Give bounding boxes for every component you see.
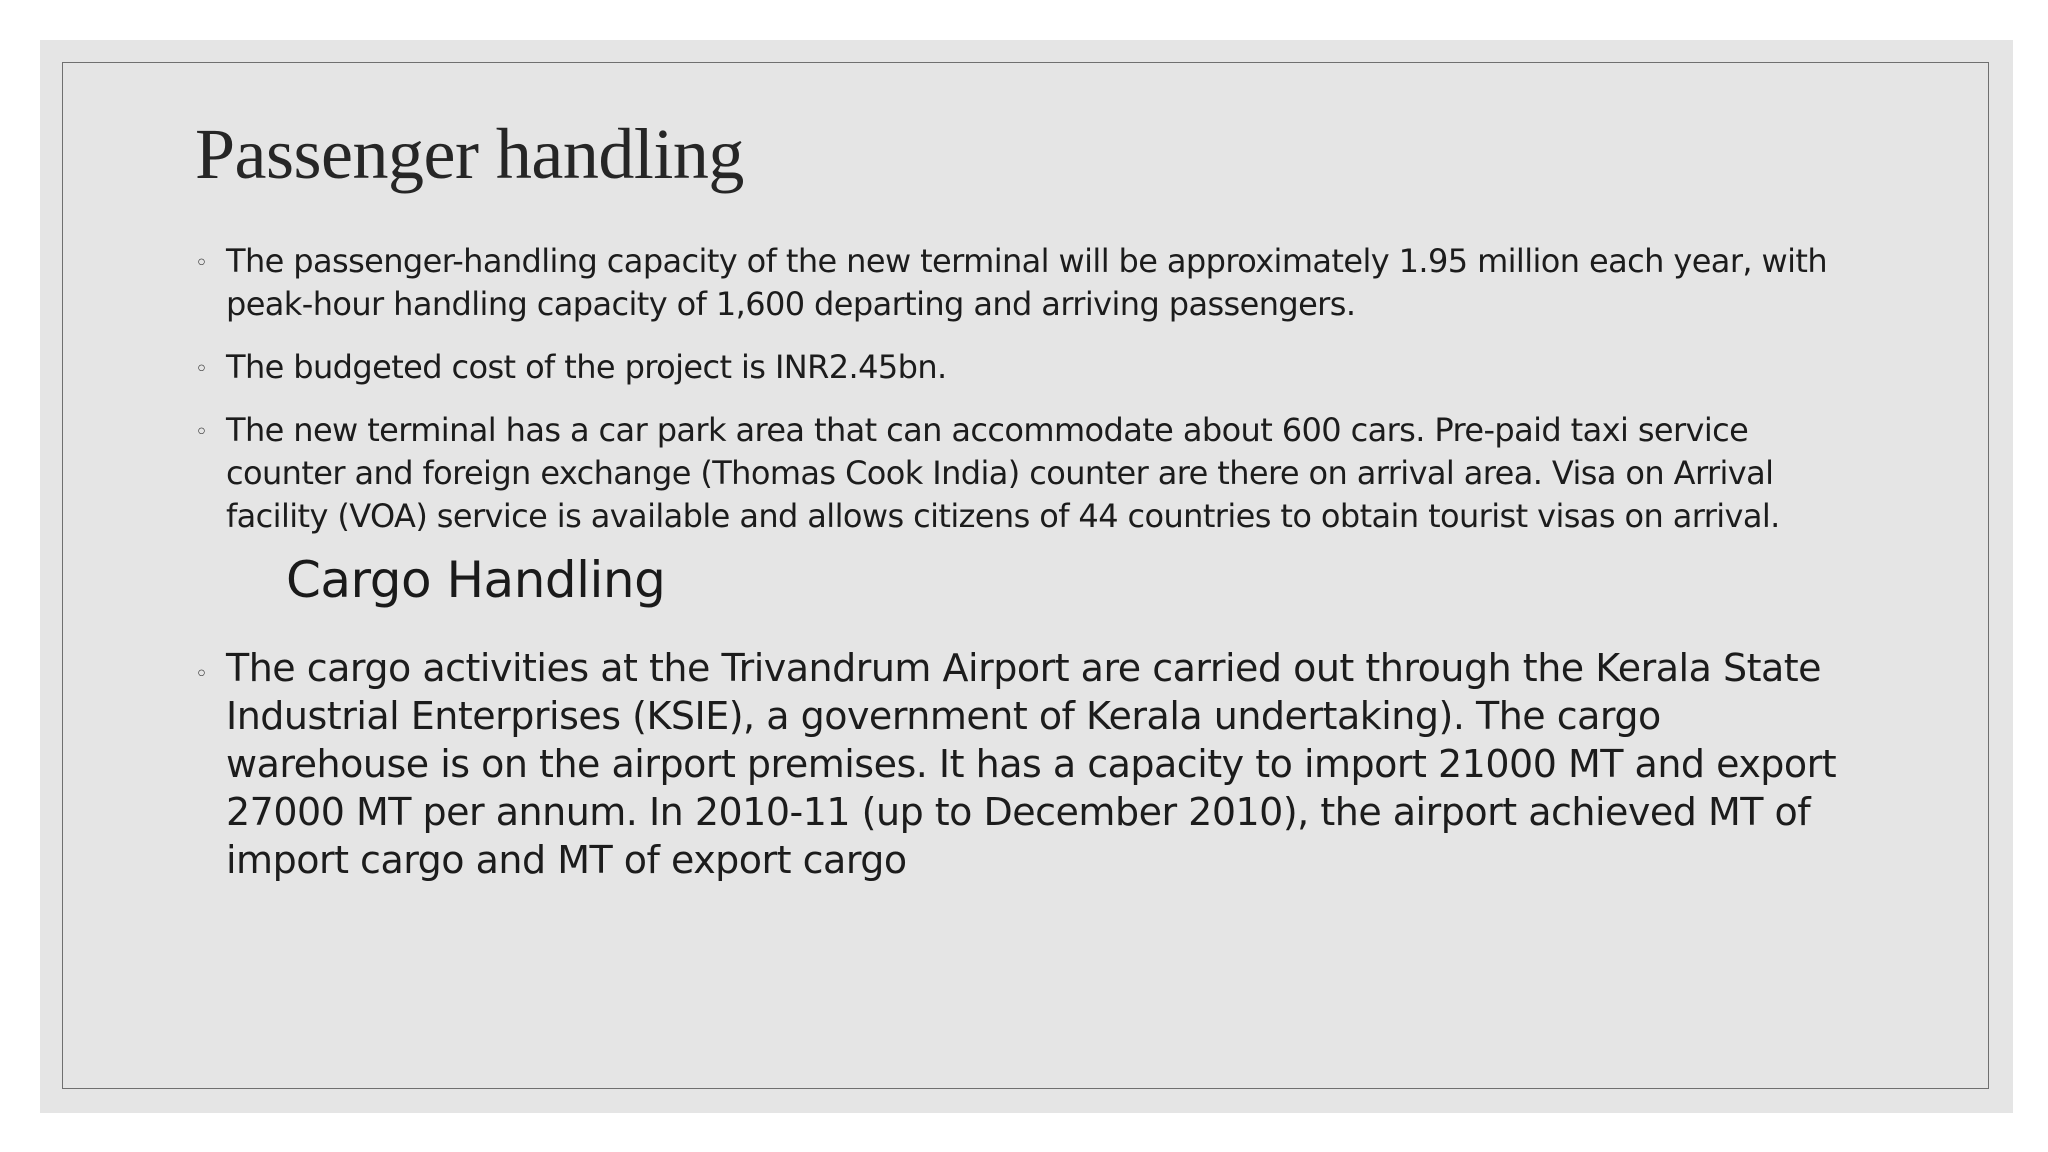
bullet-marker: ◦: [195, 251, 208, 276]
bullet-text: The cargo activities at the Trivandrum Airport are carried out through the Kerala State Industrial Enterprises (KSIE), a government of Kerala undertaking). The cargo warehouse is on the airport premises. It has a capacity to import 21000 MT and export 27000 MT per annum. In 2010-11 (up to December 2010), the airport achieved MT of import cargo and MT of export cargo: [226, 646, 1837, 882]
passenger-bullet-capacity: [195, 240, 1855, 326]
passenger-bullet-cost: [195, 346, 1855, 389]
bullet-text: The passenger-handling capacity of the new terminal will be approximately 1.95 million each year, with peak-hour handling capacity of 1,600 departing and arriving passengers.: [226, 242, 1828, 323]
bullet-text: The new terminal has a car park area that can accommodate about 600 cars. Pre-paid taxi service counter and foreign exchange (Thomas Cook India) counter are there on arrival area. Visa on Arrival facility (VOA) service is available and allows citizens of 44 countries to obtain tourist visas on arrival.: [226, 411, 1780, 535]
slide-title: Passenger handling: [195, 114, 744, 194]
bullet-text: The budgeted cost of the project is INR2.45bn.: [226, 348, 947, 386]
bullet-marker: ◦: [195, 357, 208, 382]
bullet-marker: ◦: [195, 662, 208, 687]
cargo-heading: Cargo Handling: [286, 551, 666, 609]
passenger-bullet-facilities: [195, 409, 1855, 538]
bullet-marker: ◦: [195, 420, 208, 445]
cargo-bullet: [195, 644, 1855, 884]
